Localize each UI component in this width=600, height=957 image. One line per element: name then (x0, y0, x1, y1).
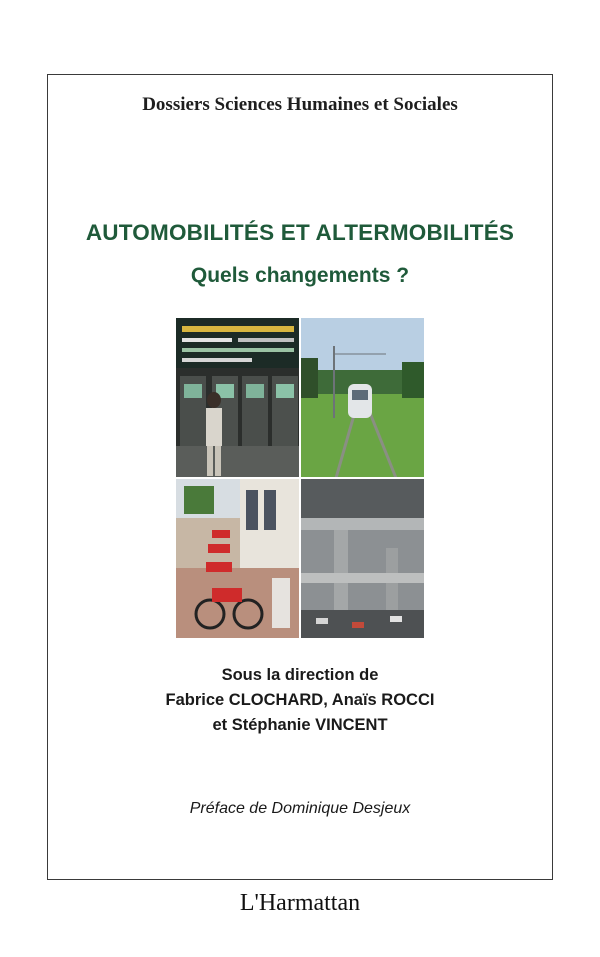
tram-on-grass-photo (300, 318, 424, 478)
photo-collage (176, 318, 424, 638)
authors-line-1: Fabrice CLOCHARD, Anaïs ROCCI (165, 691, 435, 709)
book-subtitle: Quels changements ? (190, 264, 410, 287)
publisher-name: L'Harmattan (239, 890, 361, 916)
bike-share-station-photo (176, 478, 300, 638)
editors-block (0, 663, 600, 738)
ticket-machines-photo (176, 318, 300, 478)
direction-intro: Sous la direction de (221, 666, 379, 684)
authors-line-2: et Stéphanie VINCENT (212, 716, 388, 734)
series-title: Dossiers Sciences Humaines et Sociales (142, 94, 458, 115)
publisher-logo (0, 890, 600, 917)
book-title: AUTOMOBILITÉS ET ALTERMOBILITÉS (85, 220, 515, 245)
preface-credit: Préface de Dominique Desjeux (189, 800, 411, 817)
highway-overpass-photo (300, 478, 424, 638)
